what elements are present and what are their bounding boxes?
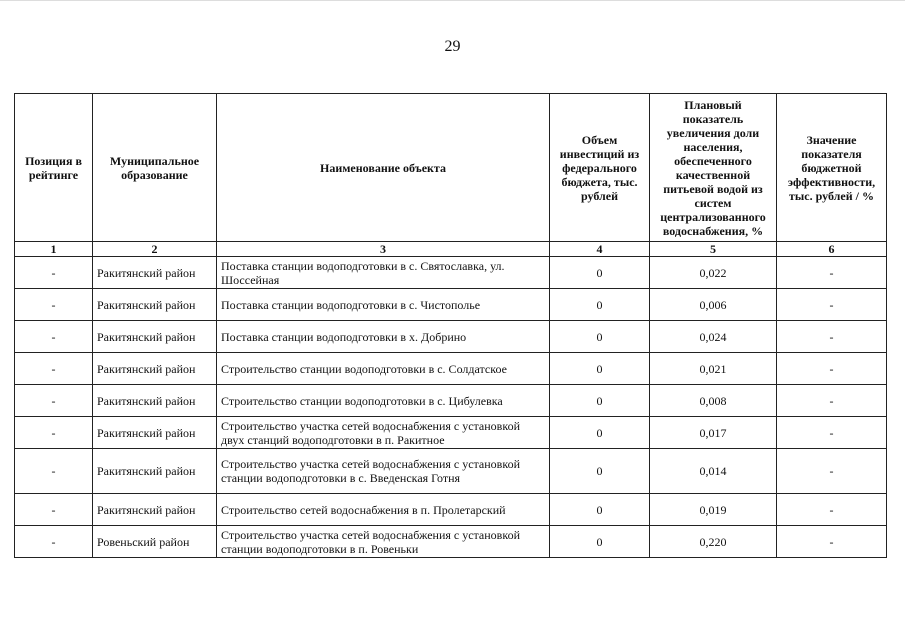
table-row — [15, 526, 887, 558]
cell-object: Строительство сетей водоснабжения в п. Пролетарский — [217, 494, 550, 526]
cell-indicator: 0,006 — [650, 289, 777, 321]
cell-position: - — [15, 526, 93, 558]
cell-efficiency: - — [777, 321, 887, 353]
cell-efficiency: - — [777, 289, 887, 321]
cell-position: - — [15, 321, 93, 353]
cell-municipality: Ракитянский район — [93, 289, 217, 321]
cell-indicator: 0,017 — [650, 417, 777, 449]
column-number: 6 — [777, 242, 887, 257]
page-number: 29 — [444, 38, 461, 55]
cell-indicator: 0,008 — [650, 385, 777, 417]
cell-efficiency: - — [777, 494, 887, 526]
cell-position: - — [15, 449, 93, 494]
cell-investment: 0 — [550, 385, 650, 417]
cell-investment: 0 — [550, 449, 650, 494]
cell-indicator: 0,019 — [650, 494, 777, 526]
scan-edge — [0, 0, 905, 1]
cell-indicator: 0,024 — [650, 321, 777, 353]
table-row — [15, 449, 887, 494]
column-number: 2 — [93, 242, 217, 257]
header-object: Наименование объекта — [217, 94, 550, 242]
cell-investment: 0 — [550, 257, 650, 289]
cell-investment: 0 — [550, 526, 650, 558]
header-position: Позиция в рейтинге — [15, 94, 93, 242]
table-row — [15, 494, 887, 526]
table-row — [15, 321, 887, 353]
header-row — [15, 94, 887, 242]
cell-efficiency: - — [777, 353, 887, 385]
cell-efficiency: - — [777, 417, 887, 449]
cell-object: Поставка станции водоподготовки в с. Чистополье — [217, 289, 550, 321]
cell-investment: 0 — [550, 494, 650, 526]
cell-position: - — [15, 289, 93, 321]
header-municipality: Муниципальное образование — [93, 94, 217, 242]
cell-efficiency: - — [777, 526, 887, 558]
cell-object: Строительство станции водоподготовки в с. Цибулевка — [217, 385, 550, 417]
investment-table — [14, 93, 887, 558]
table-row — [15, 385, 887, 417]
cell-indicator: 0,022 — [650, 257, 777, 289]
table-row — [15, 257, 887, 289]
column-number: 3 — [217, 242, 550, 257]
cell-position: - — [15, 494, 93, 526]
cell-indicator: 0,014 — [650, 449, 777, 494]
cell-efficiency: - — [777, 449, 887, 494]
cell-investment: 0 — [550, 417, 650, 449]
column-number-row — [15, 242, 887, 257]
cell-municipality: Ракитянский район — [93, 449, 217, 494]
cell-position: - — [15, 385, 93, 417]
header-efficiency: Значение показателя бюджетной эффективности, тыс. рублей / % — [777, 94, 887, 242]
cell-position: - — [15, 257, 93, 289]
column-number: 4 — [550, 242, 650, 257]
column-number: 5 — [650, 242, 777, 257]
cell-position: - — [15, 353, 93, 385]
cell-efficiency: - — [777, 257, 887, 289]
cell-indicator: 0,220 — [650, 526, 777, 558]
cell-object: Поставка станции водоподготовки в с. Святославка, ул. Шоссейная — [217, 257, 550, 289]
table-row — [15, 353, 887, 385]
cell-position: - — [15, 417, 93, 449]
cell-object: Строительство участка сетей водоснабжения с установкой станции водоподготовки в с. Введенская Готня — [217, 449, 550, 494]
cell-municipality: Ровеньский район — [93, 526, 217, 558]
cell-municipality: Ракитянский район — [93, 321, 217, 353]
column-number: 1 — [15, 242, 93, 257]
cell-object: Строительство участка сетей водоснабжения с установкой двух станций водоподготовки в п. Ракитное — [217, 417, 550, 449]
cell-investment: 0 — [550, 289, 650, 321]
table-row — [15, 289, 887, 321]
cell-efficiency: - — [777, 385, 887, 417]
cell-object: Поставка станции водоподготовки в х. Добрино — [217, 321, 550, 353]
cell-object: Строительство станции водоподготовки в с. Солдатское — [217, 353, 550, 385]
cell-municipality: Ракитянский район — [93, 417, 217, 449]
header-investment: Объем инвестиций из федерального бюджета, тыс. рублей — [550, 94, 650, 242]
cell-investment: 0 — [550, 353, 650, 385]
cell-municipality: Ракитянский район — [93, 385, 217, 417]
cell-object: Строительство участка сетей водоснабжения с установкой станции водоподготовки в п. Ровеньки — [217, 526, 550, 558]
cell-indicator: 0,021 — [650, 353, 777, 385]
cell-municipality: Ракитянский район — [93, 494, 217, 526]
cell-municipality: Ракитянский район — [93, 353, 217, 385]
header-indicator: Плановый показатель увеличения доли населения, обеспеченного качественной питьевой водой из систем централизованного водоснабжения, % — [650, 94, 777, 242]
table-row — [15, 417, 887, 449]
cell-investment: 0 — [550, 321, 650, 353]
cell-municipality: Ракитянский район — [93, 257, 217, 289]
